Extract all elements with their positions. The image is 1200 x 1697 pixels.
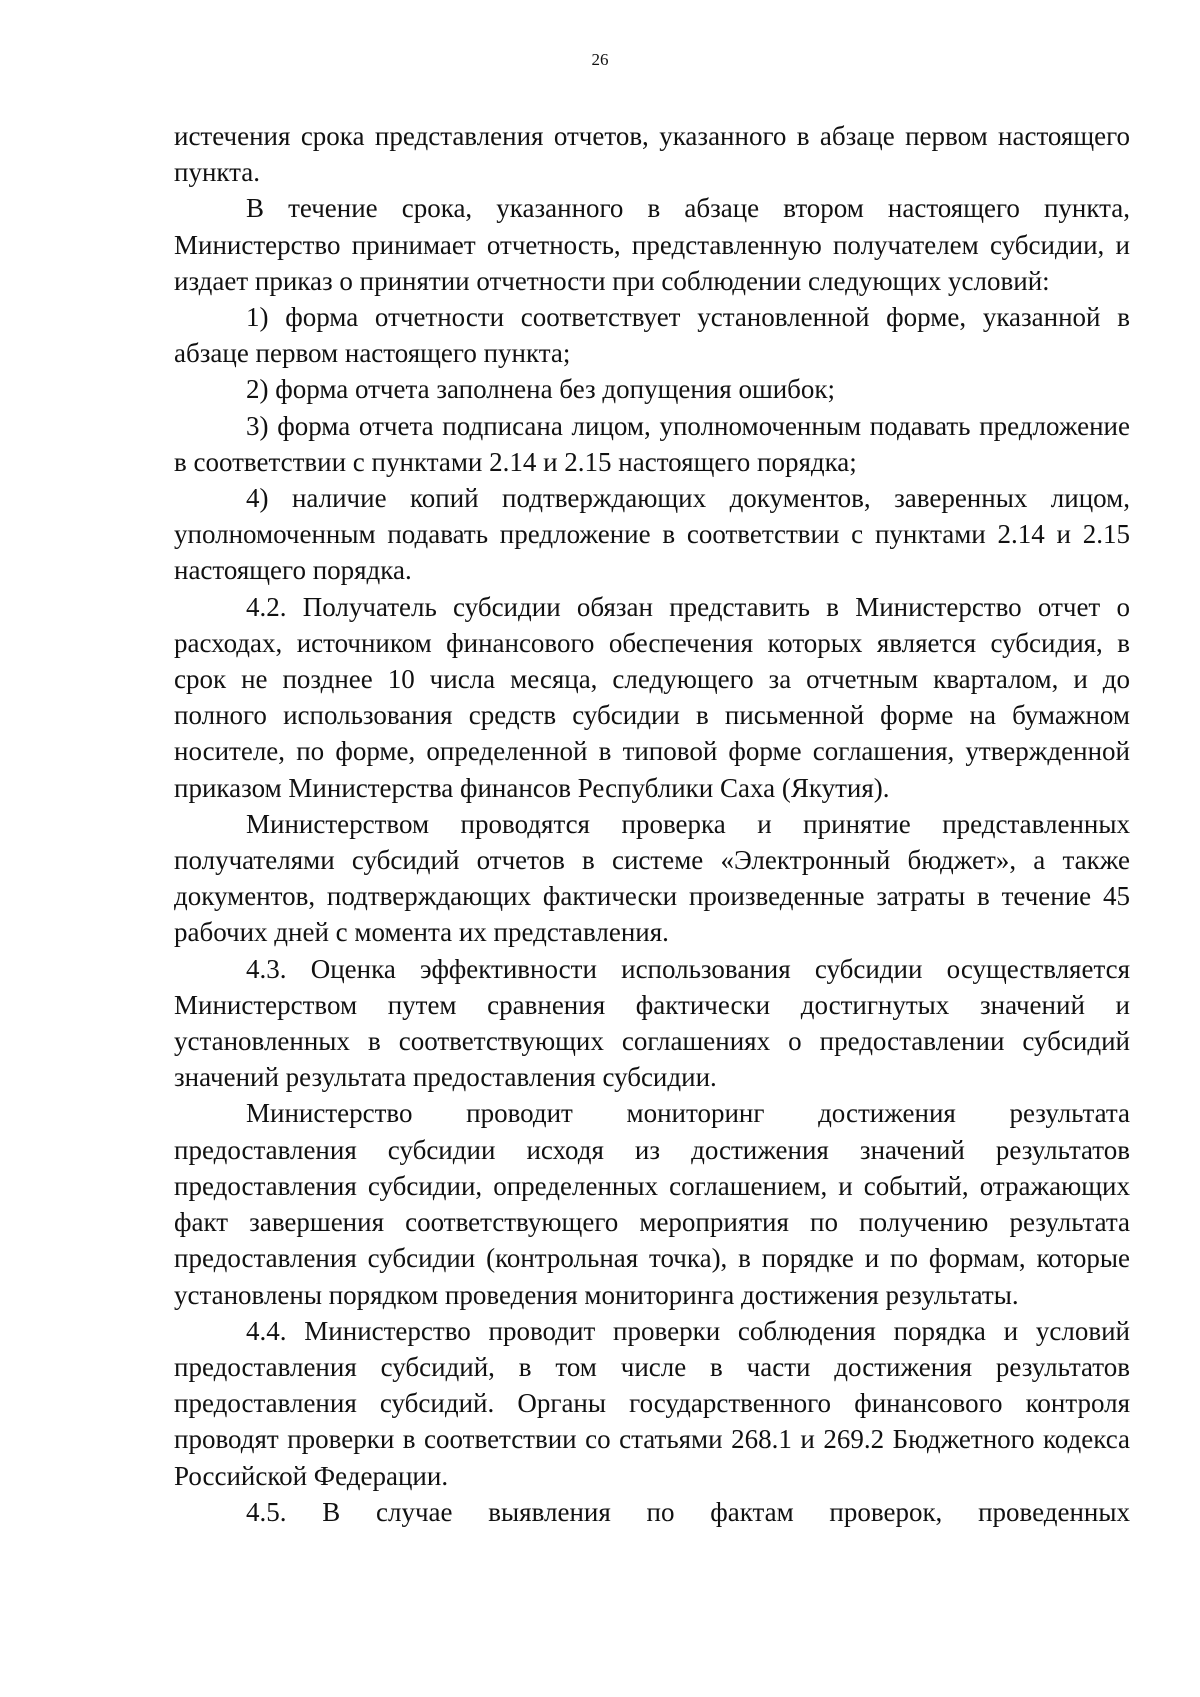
document-body xyxy=(174,118,1130,1530)
list-item-condition-4: 4) наличие копий подтверждающих документов, заверенных лицом, уполномоченным подавать предложение в соответствии с пунктами 2.14 и 2.15 настоящего порядка. xyxy=(174,483,1130,586)
paragraph-section-4-2: 4.2. Получатель субсидии обязан представить в Министерство отчет о расходах, источником финансового обеспечения которых является субсидия, в срок не позднее 10 числа месяца, следующего за отчетным кварталом, и до полного использования средств субсидии в письменной форме на бумажном носителе, по форме, определенной в типовой форме соглашения, утвержденной приказом Министерства финансов Республики Саха (Якутия). xyxy=(174,591,1130,803)
list-item-condition-3: 3) форма отчета подписана лицом, уполномоченным подавать предложение в соответствии с пунктами 2.14 и 2.15 настоящего порядка; xyxy=(174,410,1130,477)
paragraph-section-4-4: 4.4. Министерство проводит проверки соблюдения порядка и условий предоставления субсидий, в том числе в части достижения результатов предоставления субсидий. Органы государственного финансового контроля проводят проверки в соответствии со статьями 268.1 и 269.2 Бюджетного кодекса Российской Федерации. xyxy=(174,1315,1130,1491)
list-item-condition-2: 2) форма отчета заполнена без допущения ошибок; xyxy=(246,374,836,405)
paragraph-acceptance-conditions: В течение срока, указанного в абзаце втором настоящего пункта, Министерство принимает отчетность, представленную получателем субсидии, и издает приказ о принятии отчетности при соблюдении следующих условий: xyxy=(174,193,1130,296)
paragraph-section-4-5: 4.5. В случае выявления по фактам проверок, проведенных xyxy=(246,1496,1130,1527)
paragraph-section-4-3: 4.3. Оценка эффективности использования субсидии осуществляется Министерством путем сравнения фактически достигнутых значений и установленных в соответствующих соглашениях о предоставлении субсидий значений результата предоставления субсидии. xyxy=(174,953,1130,1093)
paragraph-report-deadline-continuation: истечения срока представления отчетов, указанного в абзаце первом настоящего пункта. xyxy=(174,121,1130,188)
paragraph-monitoring: Министерство проводит мониторинг достижения результата предоставления субсидии исходя из достижения значений результатов предоставления субсидии, определенных соглашением, и событий, отражающих факт завершения соответствующего мероприятия по получению результата предоставления субсидии (контрольная точка), в порядке и по формам, которые установлены порядком проведения мониторинга достижения результаты. xyxy=(174,1098,1130,1310)
paragraph-ministry-verification: Министерством проводятся проверка и принятие представленных получателями субсидий отчетов в системе «Электронный бюджет», а также документов, подтверждающих фактически произведенные затраты в течение 45 рабочих дней с момента их представления. xyxy=(174,808,1130,948)
list-item-condition-1: 1) форма отчетности соответствует установленной форме, указанной в абзаце первом настоящего пункта; xyxy=(174,302,1130,369)
page-number: 26 xyxy=(591,50,609,69)
